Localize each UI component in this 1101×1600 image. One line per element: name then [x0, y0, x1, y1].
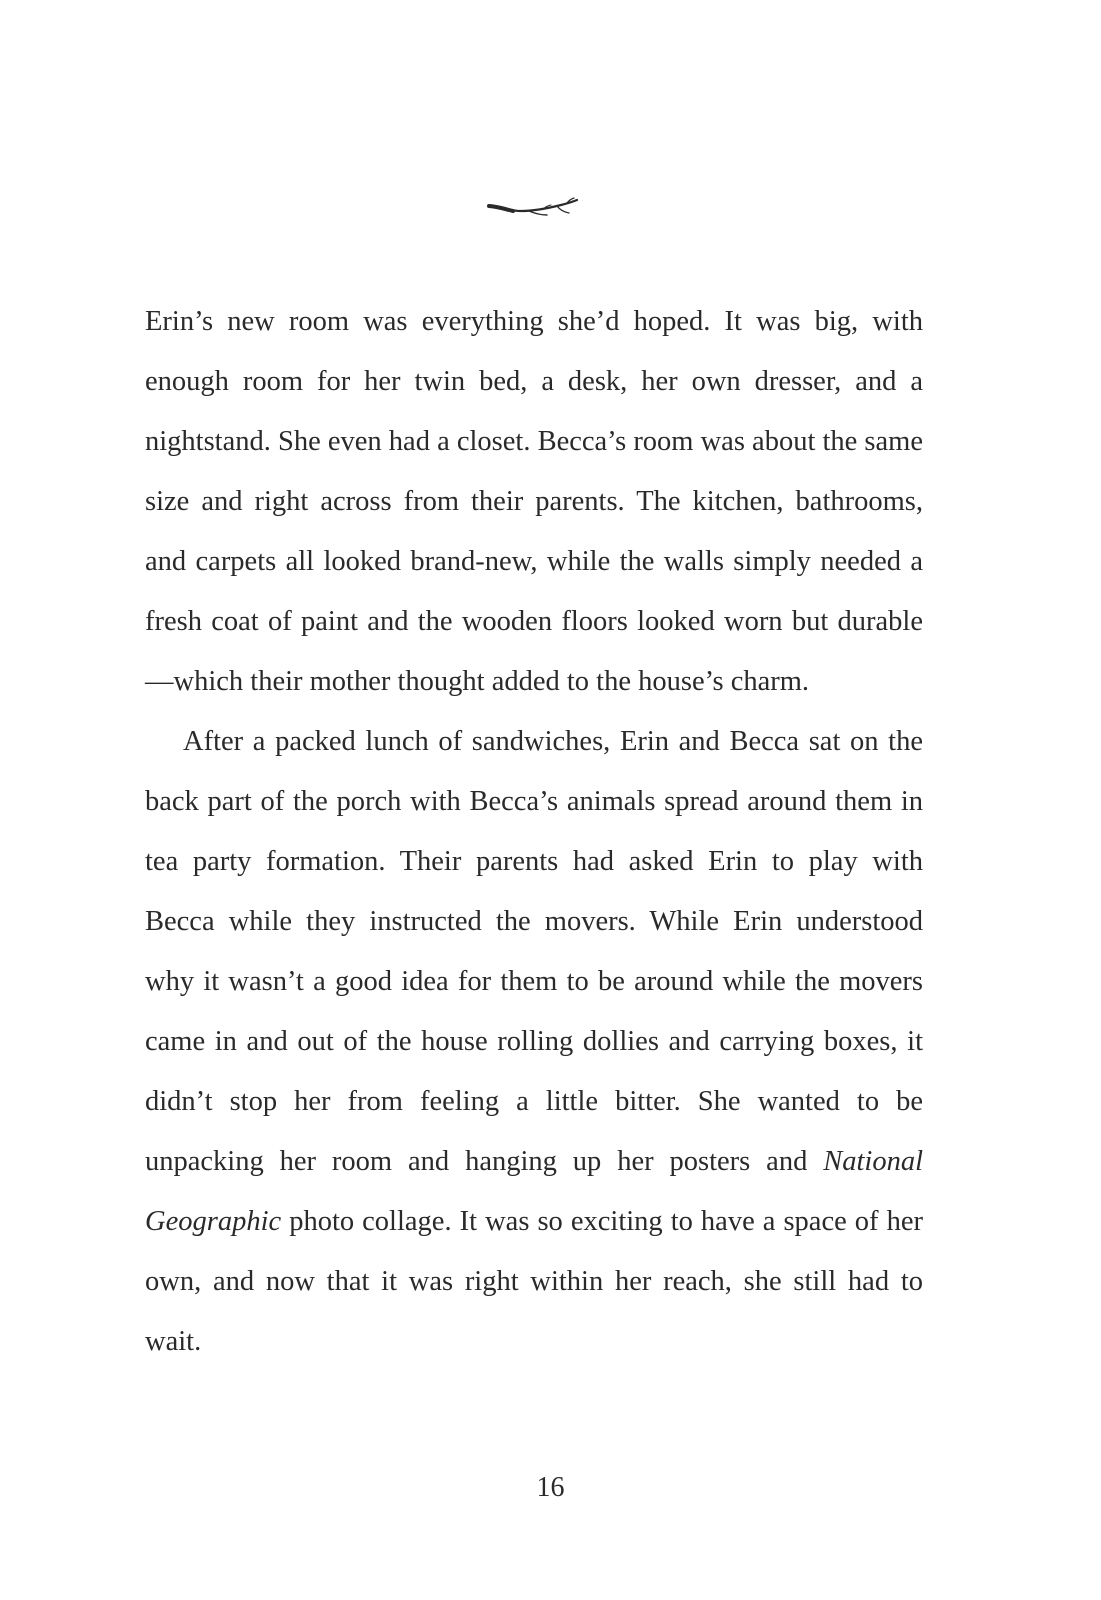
- text-segment: photo collage. It was so exciting to have a space of her own, and now that it was right within her reach, she still had to wait.: [145, 1206, 923, 1357]
- text-segment: After a packed lunch of sandwiches, Erin and Becca sat on the back part of the porch with Becca’s animals spread around them in tea party formation. Their parents had asked Erin to play with Becca while they instructed the movers. While Erin understood why it wasn’t a good idea for them to be around while the movers came in and out of the house rolling dollies and carrying boxes, it didn’t stop her from feeling a little bitter. She wanted to be unpacking her room and hanging up her posters and: [145, 726, 923, 1177]
- text-segment: Erin’s new room was everything she’d hoped. It was big, with enough room for her twin bed, a desk, her own dresser, and a nightstand. She even had a closet. Becca’s room was about the same size and right across from their parents. The kitchen, bathrooms, and carpets all looked brand-new, while the walls simply needed a fresh coat of paint and the wooden floors looked worn but durable—which their mother thought added to the house’s charm.: [145, 306, 923, 697]
- page-number: 16: [536, 1472, 565, 1503]
- body-text: [145, 292, 923, 1372]
- twig-branch-icon: [487, 197, 579, 221]
- italic-title: National Geographic: [145, 1146, 923, 1237]
- paragraph-1: [145, 292, 923, 712]
- paragraph-2: [145, 712, 923, 1372]
